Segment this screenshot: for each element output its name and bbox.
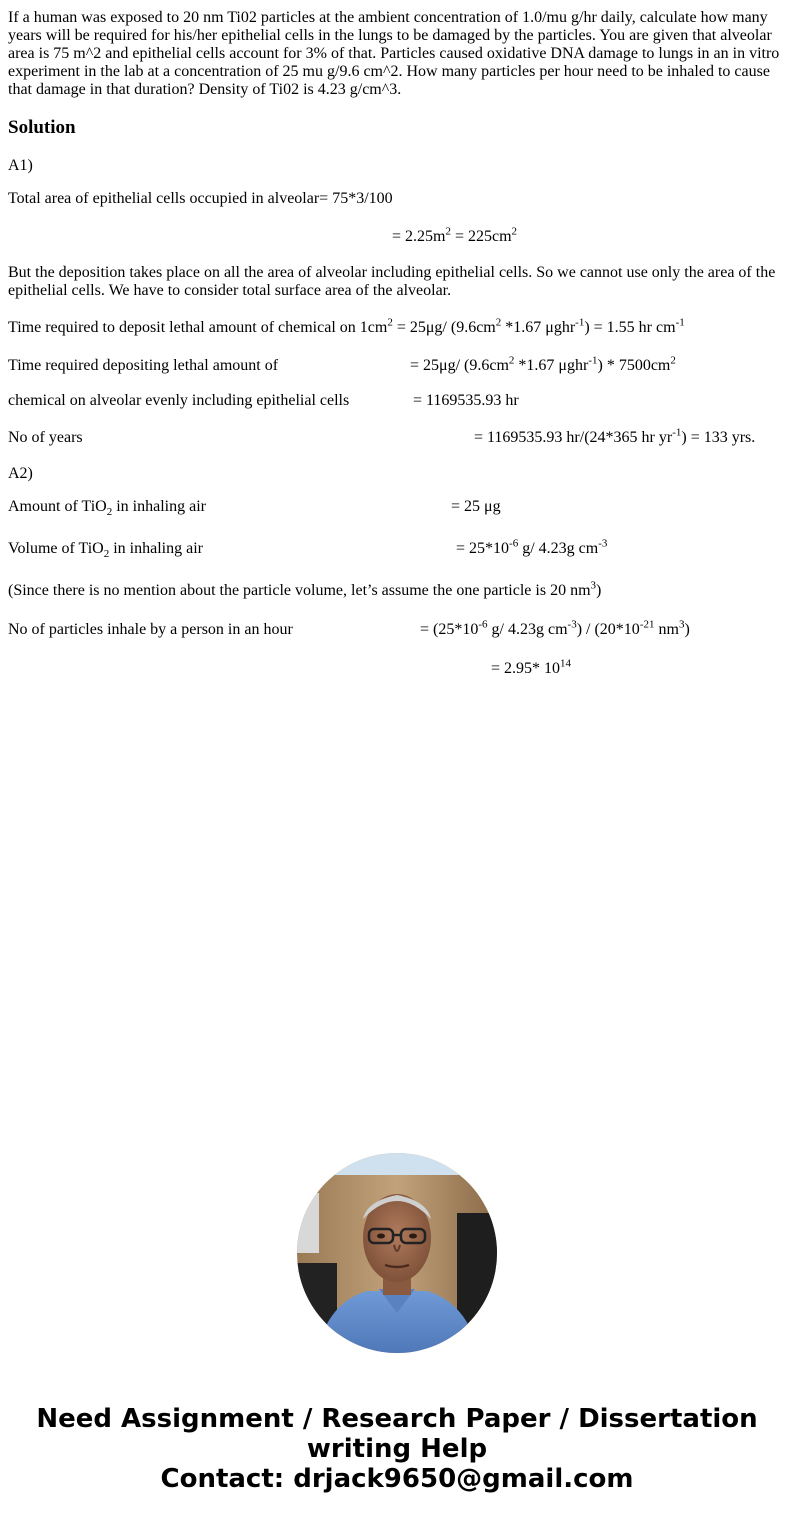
a2-volume-label: Volume of TiO$_2$ in inhaling air (8, 540, 203, 561)
a2-volume-value: = $25*10^{-6}$ g/ 4.23g $cm^{-3}$ (456, 537, 608, 557)
a1-time-total-label: chemical on alveolar evenly including epithelial cells (8, 392, 350, 409)
a1-years-value: = 1169535.93 hr/(24*365 hr $yr^{-1}) = 133$ yrs. (474, 426, 756, 446)
a1-years-label: No of years (8, 429, 83, 446)
a2-amount-label: Amount of TiO$_2$ in inhaling air (8, 498, 206, 519)
author-avatar (297, 1153, 497, 1353)
footer-contact: Contact: drjack9650@gmail.com (160, 1464, 634, 1494)
a2-result: = 2.95* $10^{14}$ (491, 657, 572, 677)
a1-time-alveolar-label: Time required depositing lethal amount of (8, 357, 279, 374)
a2-label: A2) (8, 465, 33, 482)
a1-area-result: = $2.25m^2 = 225cm^2$ (392, 225, 518, 245)
a2-particles-label: No of particles inhale by a person in an hour (8, 621, 293, 638)
a2-amount-value: = 25 μg (451, 498, 501, 515)
footer-banner (0, 1404, 794, 1494)
question-text: If a human was exposed to 20 nm Ti02 particles at the ambient concentration of 1.0/mu g/hr daily, calculate how many years will be required for his/her epithelial cells in the lungs to be damaged by the particles. You are given that alveolar area is 75 m^2 and epithelial cells account for 3% of that. Particles caused oxidative DNA damage to lungs in an in vitro experiment in the lab at a concentration of 25 mu g/9.6 cm^2. How many particles per hour need to be inhaled to cause that damage in that duration? Density of Ti02 is 4.23 g/cm^3. (8, 9, 780, 98)
a2-assumption: (Since there is no mention about the particle volume, let’s assume the one particle is 20 $nm^3$) (8, 579, 602, 599)
a1-paragraph: But the deposition takes place on all the area of alveolar including epithelial cells. So we cannot use only the area of the epithelial cells. We have to consider total surface area of the alveolar. (8, 264, 776, 299)
a1-line1: Total area of epithelial cells occupied in alveolar= 75*3/100 (8, 190, 393, 207)
a1-time-total-value: = 1169535.93 hr (413, 392, 519, 409)
a1-time-per-cm2: Time required to deposit lethal amount of chemical on $1cm^2 = 25\mu g/$ ($9.6cm^2$ *1.67 μghr$^{-1}$) = 1.55 hr $cm^{-1}$ (8, 316, 685, 336)
solution-heading: Solution (8, 117, 76, 138)
a1-label: A1) (8, 157, 33, 174)
a1-time-alveolar-value: = 25μg/ ($9.6cm^2$ *1.67 $\mu ghr^{-1}) * 7500cm^2$ (410, 354, 676, 374)
a2-particles-value: = ($25*10^{-6}$ g/ 4.23g $cm^{-3}) / (20*10^{-21}$ $nm^3$) (420, 618, 690, 638)
footer-line-2: writing Help (306, 1434, 488, 1464)
footer-line-1: Need Assignment / Research Paper / Dissertation (36, 1404, 758, 1434)
